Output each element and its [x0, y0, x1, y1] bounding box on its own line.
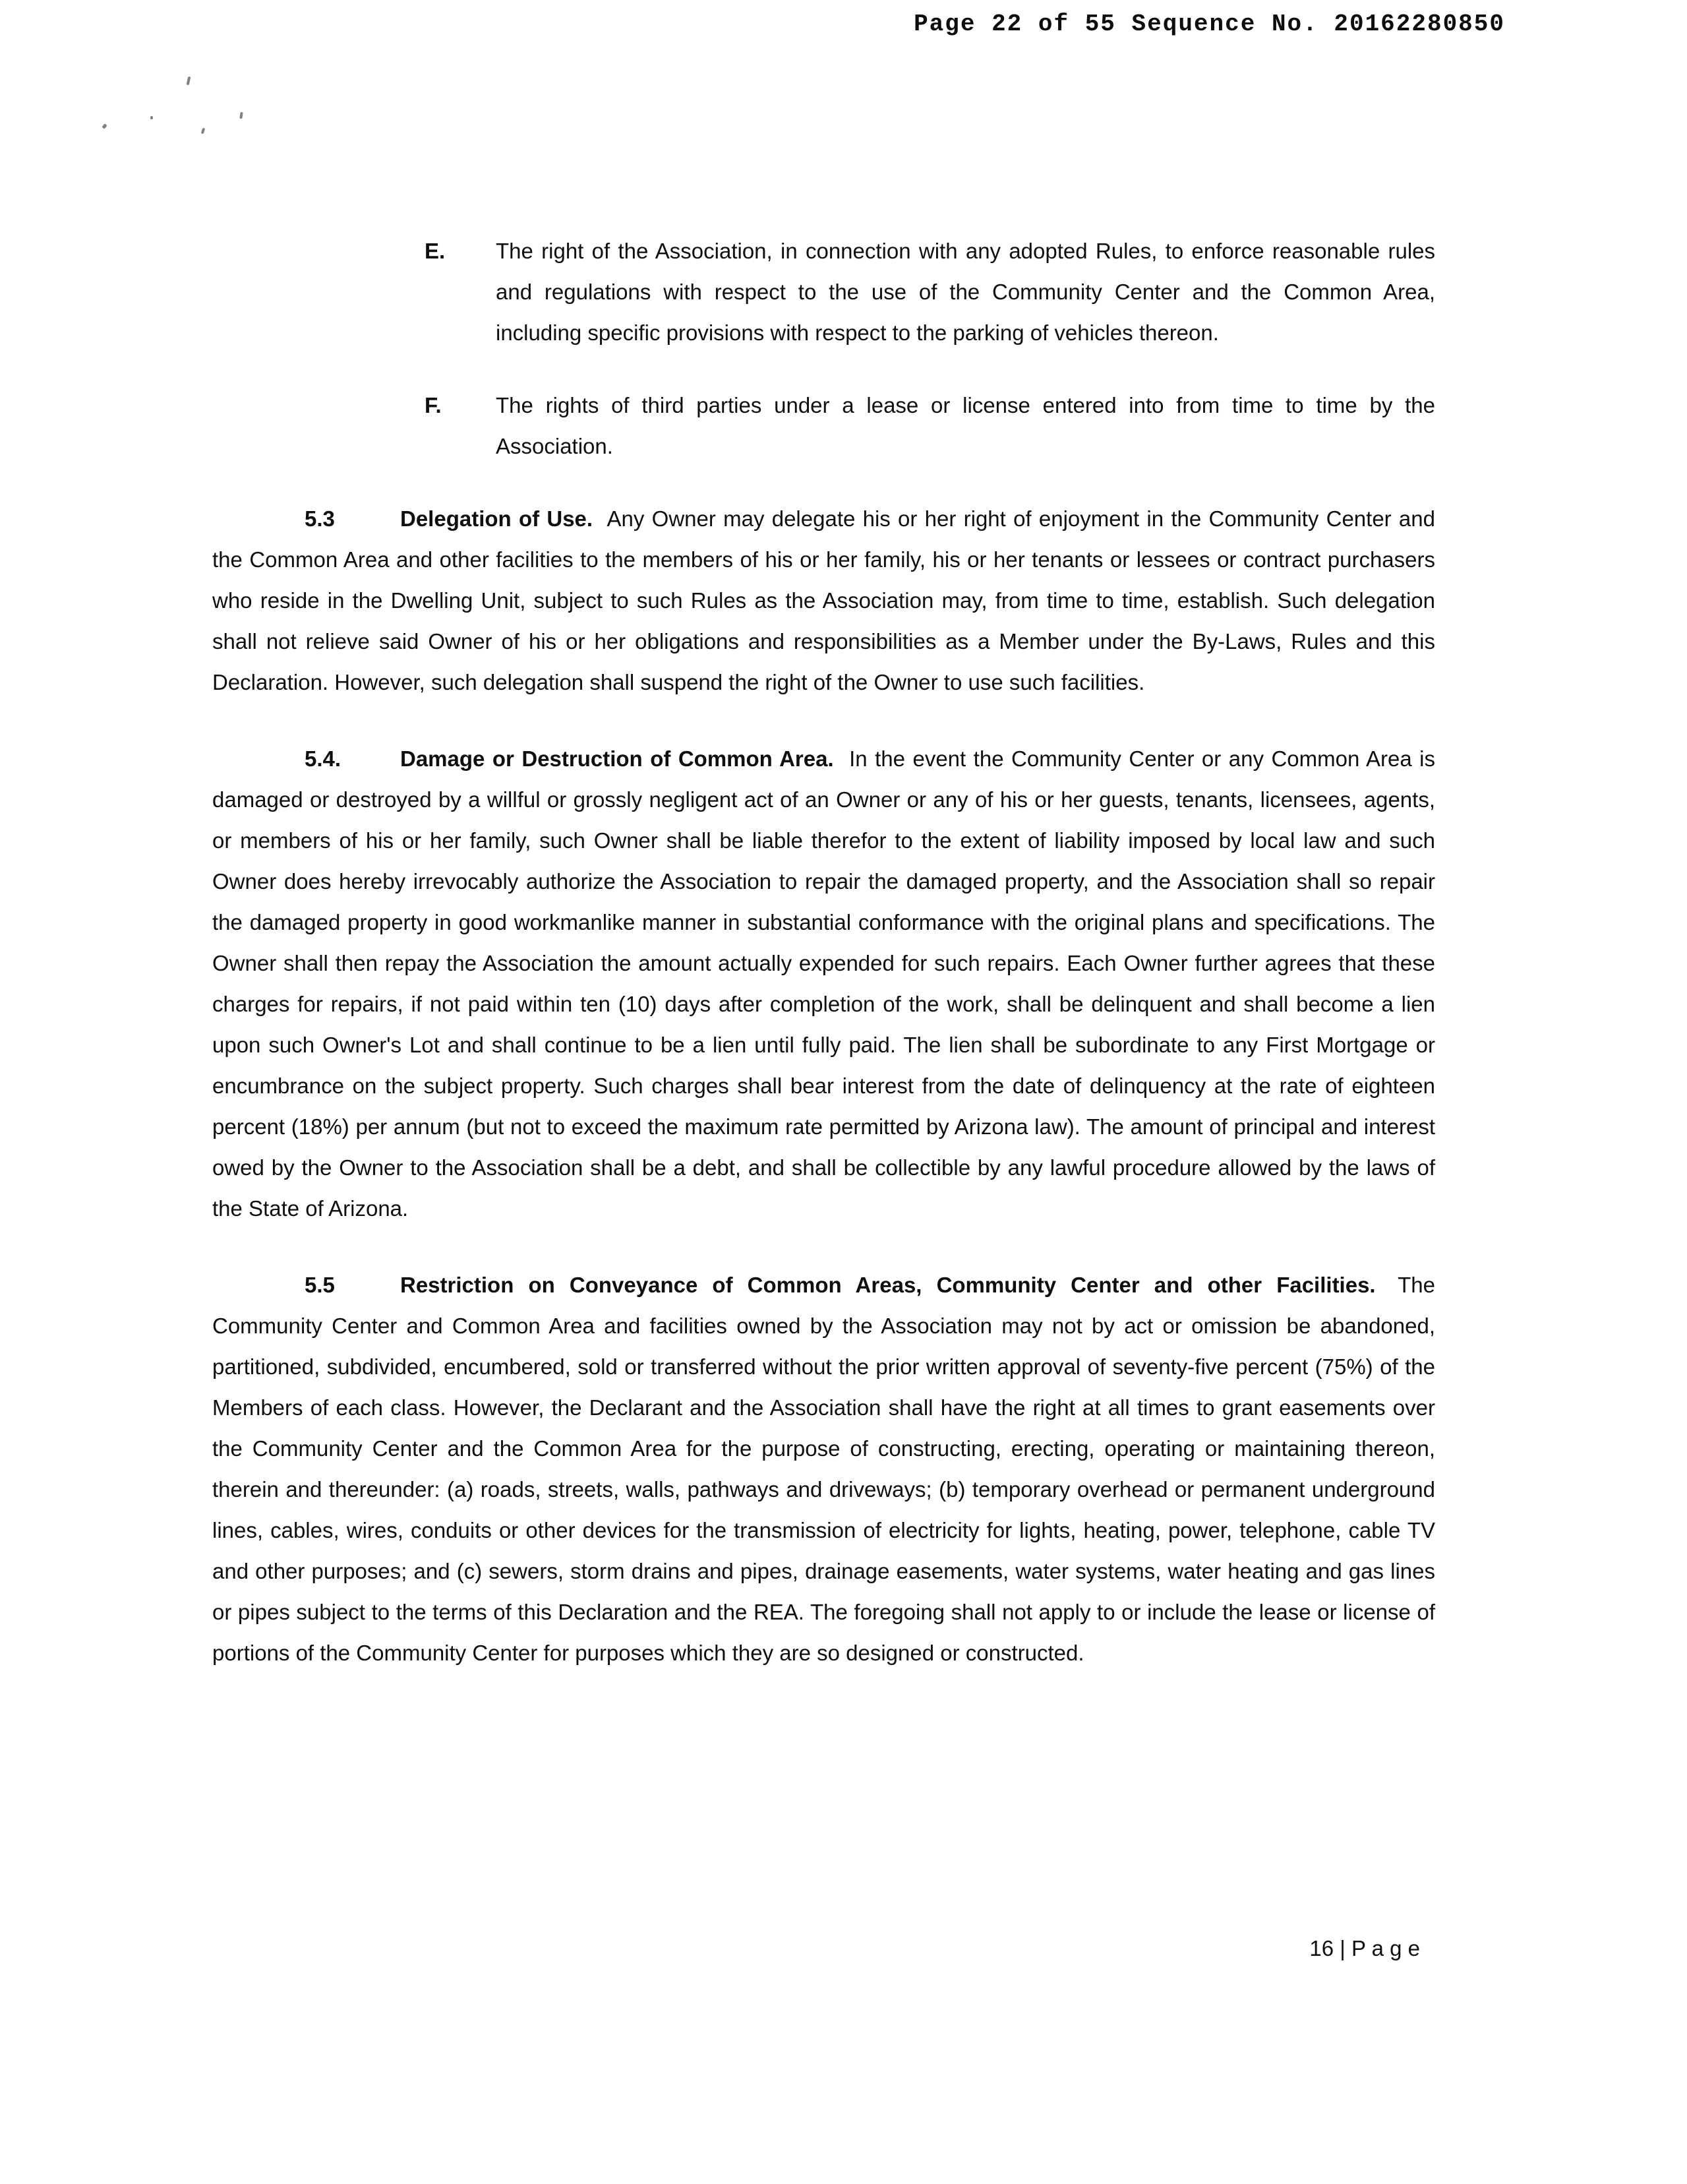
- scan-artifact: [187, 76, 191, 86]
- document-body: [212, 231, 1435, 1709]
- list-item-label: F.: [425, 393, 442, 417]
- section-body: Any Owner may delegate his or her right of enjoyment in the Community Center and the Common Area and other facilities to the members of his or her family, his or her tenants or lessees or contract purchasers who reside in the Dwelling Unit, subject to such Rules as the Association may, from time to time, establish. Such delegation shall not relieve said Owner of his or her obligations and responsibilities as a Member under the By-Laws, Rules and this Declaration. However, such delegation shall suspend the right of the Owner to use such facilities.: [212, 506, 1435, 694]
- section-body: The Community Center and Common Area and facilities owned by the Association may not by act or omission be abandoned, partitioned, subdivided, encumbered, sold or transferred without the prior written approval of seventy-five percent (75%) of the Members of each class. However, the Declarant and the Association shall have the right at all times to grant easements over the Community Center and the Common Area for the purpose of constructing, erecting, operating or maintaining thereon, therein and thereunder: (a) roads, streets, walls, pathways and driveways; (b) temporary overhead or permanent underground lines, cables, wires, conduits or other devices for the transmission of electricity for lights, heating, power, telephone, cable TV and other purposes; and (c) sewers, storm drains and pipes, drainage easements, water systems, water heating and gas lines or pipes subject to the terms of this Declaration and the REA. The foregoing shall not apply to or include the lease or license of portions of the Community Center for purposes which they are so designed or constructed.: [212, 1273, 1435, 1665]
- scan-artifact: [150, 116, 153, 119]
- list-item-text: The rights of third parties under a lease or license entered into from time to time by the Association.: [496, 393, 1435, 458]
- section-number: 5.3: [305, 506, 335, 531]
- section-number: 5.4.: [305, 746, 341, 771]
- list-item-label: E.: [425, 239, 446, 263]
- scan-artifact: [102, 123, 107, 129]
- list-item-text: The right of the Association, in connection with any adopted Rules, to enforce reasonable rules and regulations with respect to the use of the Community Center and the Common Area, including specific provisions with respect to the parking of vehicles thereon.: [496, 239, 1435, 345]
- section-title: Restriction on Conveyance of Common Areas, Community Center and other Facilities.: [400, 1273, 1376, 1297]
- section-title: Delegation of Use.: [400, 506, 593, 531]
- scan-artifact: [201, 128, 206, 135]
- list-item-f: [212, 385, 1435, 467]
- scan-header: Page 22 of 55 Sequence No. 20162280850: [914, 11, 1505, 38]
- scan-artifact: [239, 112, 243, 119]
- page-number: 16 | P a g e: [1309, 1936, 1420, 1960]
- section-5-5: [212, 1265, 1435, 1674]
- section-title: Damage or Destruction of Common Area.: [400, 746, 834, 771]
- list-item-e: [212, 231, 1435, 353]
- section-5-3: [212, 499, 1435, 703]
- section-body: In the event the Community Center or any Common Area is damaged or destroyed by a willful or grossly negligent act of an Owner or any of his or her guests, tenants, licensees, agents, or members of his or her family, such Owner shall be liable therefor to the extent of liability imposed by local law and such Owner does hereby irrevocably authorize the Association to repair the damaged property, and the Association shall so repair the damaged property in good workmanlike manner in substantial conformance with the original plans and specifications. The Owner shall then repay the Association the amount actually expended for such repairs. Each Owner further agrees that these charges for repairs, if not paid within ten (10) days after completion of the work, shall be delinquent and shall become a lien upon such Owner's Lot and shall continue to be a lien until fully paid. The lien shall be subordinate to any First Mortgage or encumbrance on the subject property. Such charges shall bear interest from the date of delinquency at the rate of eighteen percent (18%) per annum (but not to exceed the maximum rate permitted by Arizona law). The amount of principal and interest owed by the Owner to the Association shall be a debt, and shall be collectible by any lawful procedure allowed by the laws of the State of Arizona.: [212, 746, 1435, 1221]
- section-number: 5.5: [305, 1273, 335, 1297]
- section-5-4: [212, 739, 1435, 1229]
